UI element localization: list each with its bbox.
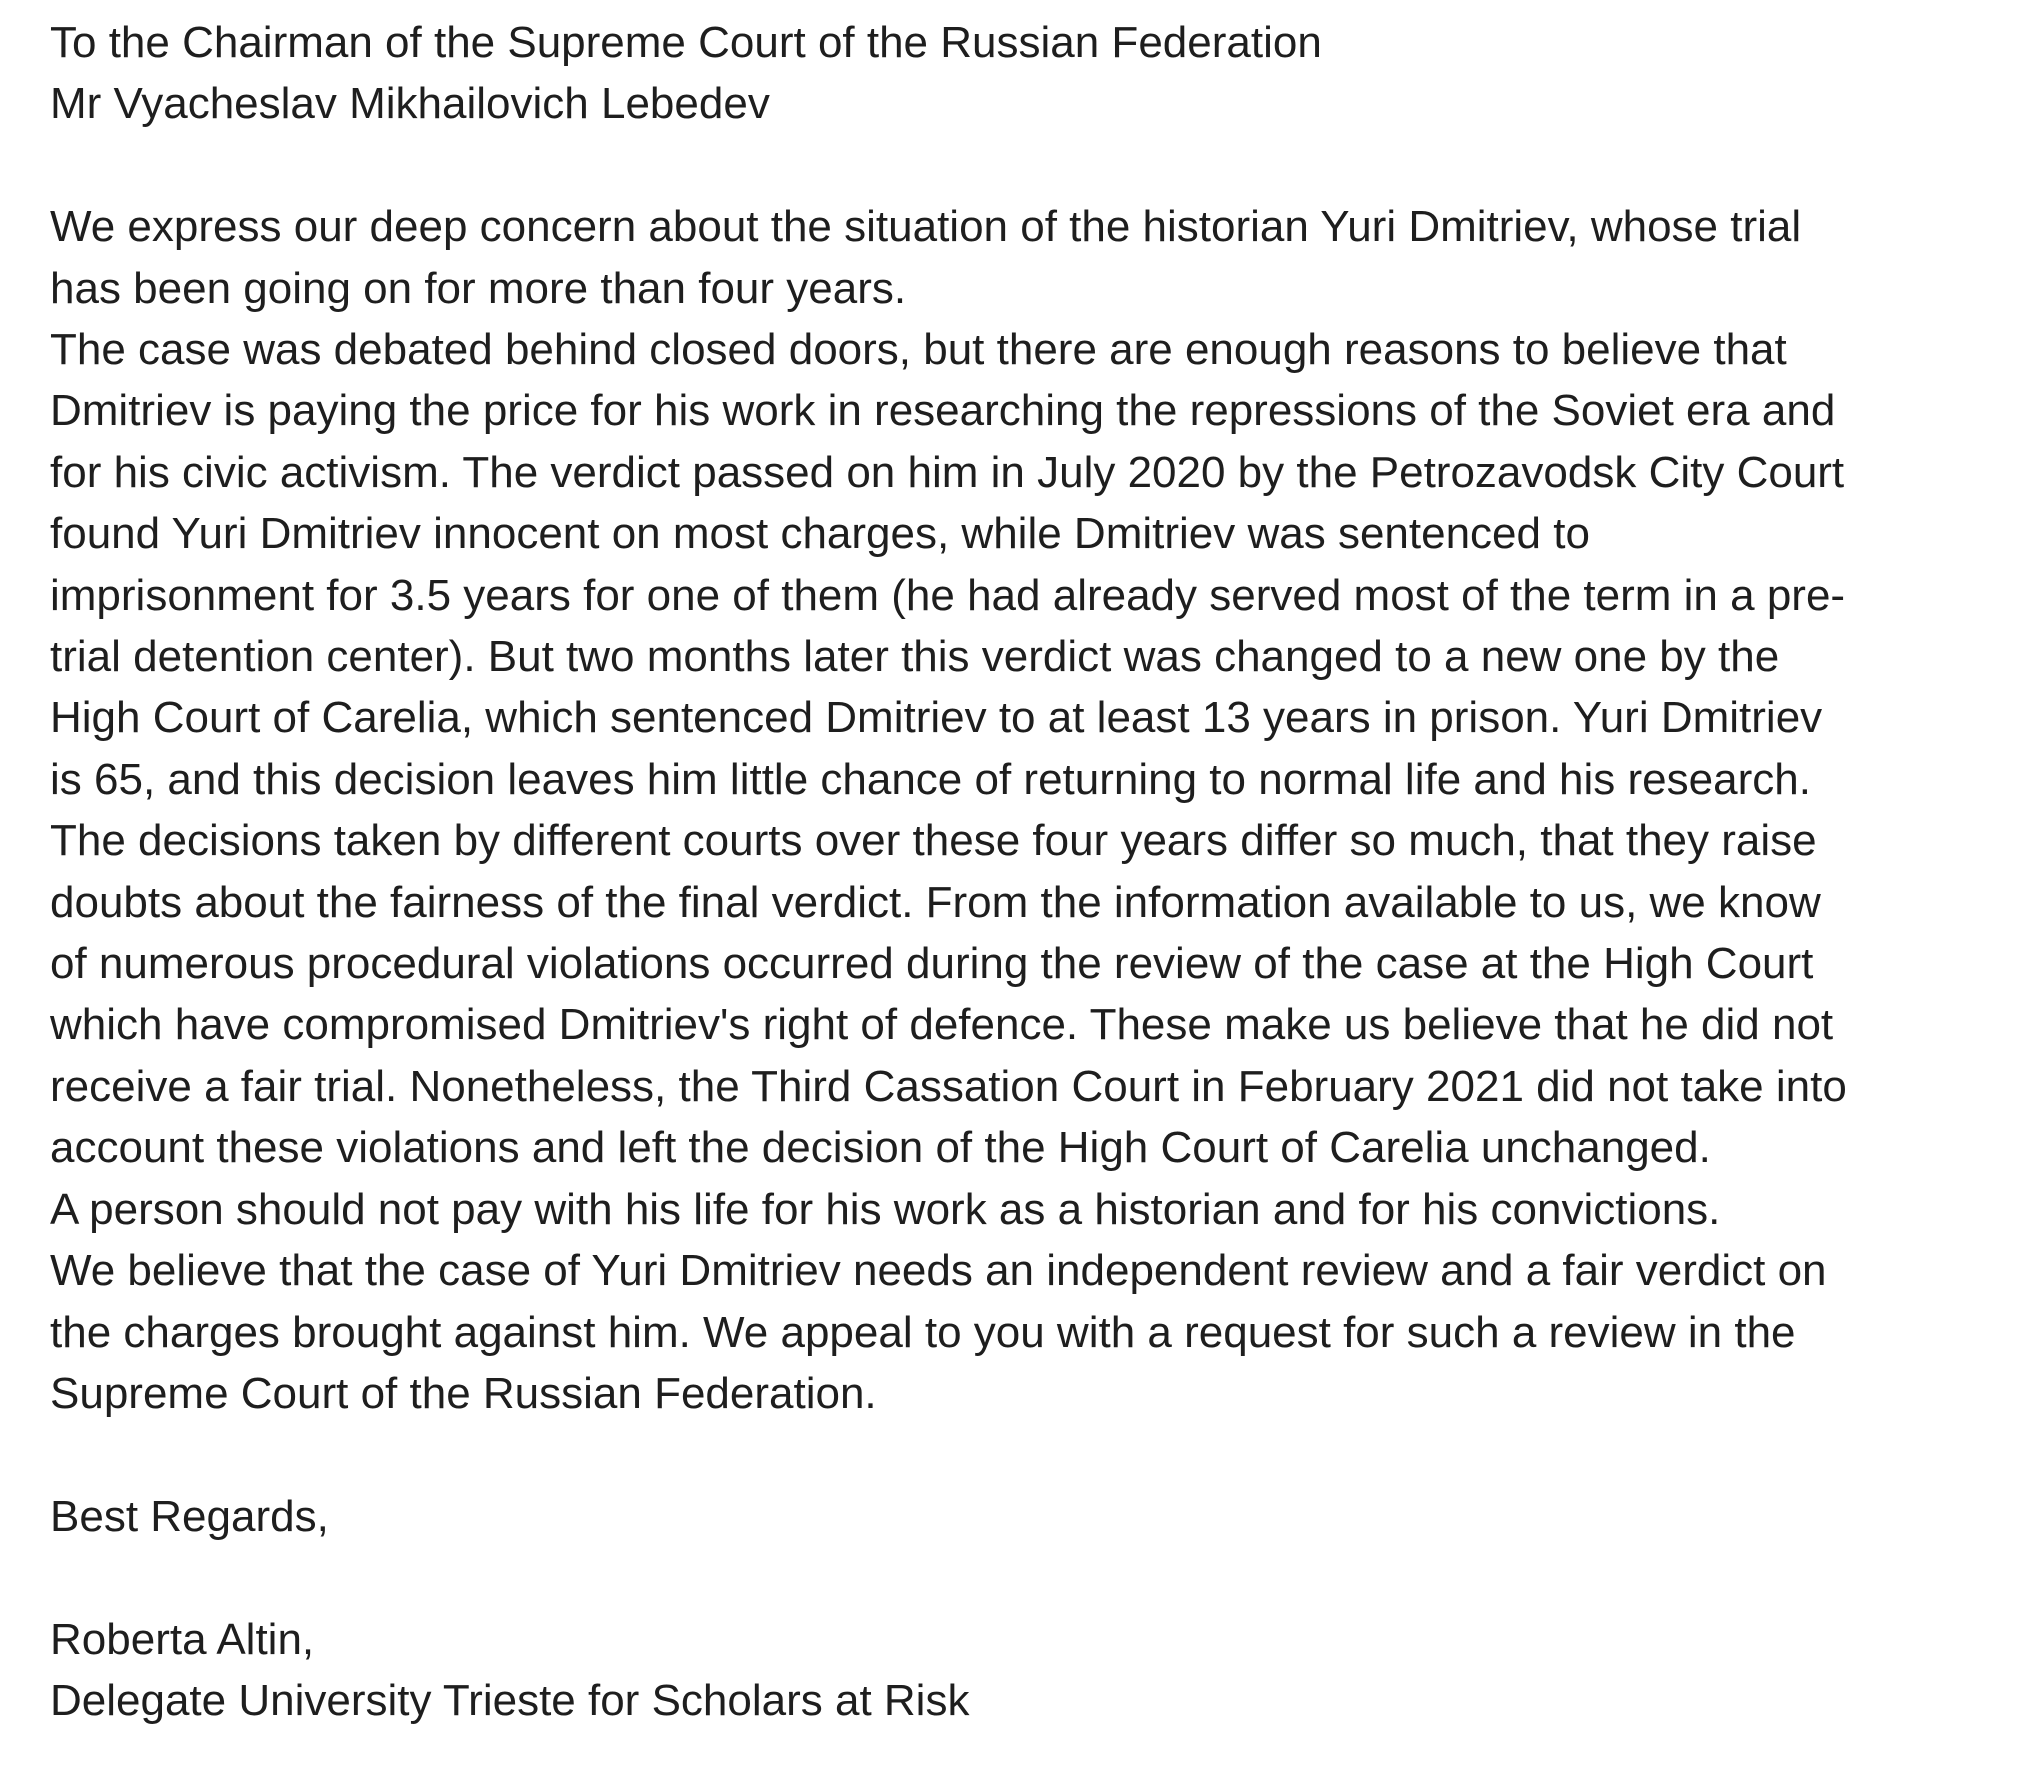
body-line: The case was debated behind closed doors, but there are enough reasons to believe that	[50, 325, 1787, 375]
addressee-block	[50, 12, 2010, 135]
signer-name: Roberta Altin,	[50, 1614, 315, 1664]
body-line: Supreme Court of the Russian Federation.	[50, 1368, 877, 1418]
body-line: is 65, and this decision leaves him little chance of returning to normal life and his research.	[50, 754, 1811, 804]
body-line: receive a fair trial. Nonetheless, the Third Cassation Court in February 2021 did not take into	[50, 1061, 1847, 1111]
letter-body	[50, 196, 2010, 1424]
body-line: We express our deep concern about the situation of the historian Yuri Dmitriev, whose trial	[50, 202, 1802, 252]
body-line: which have compromised Dmitriev's right of defence. These make us believe that he did not	[50, 1000, 1834, 1050]
body-line: of numerous procedural violations occurred during the review of the case at the High Court	[50, 939, 1814, 989]
body-line: Dmitriev is paying the price for his work in researching the repressions of the Soviet era and	[50, 386, 1836, 436]
body-line: We believe that the case of Yuri Dmitriev needs an independent review and a fair verdict on	[50, 1246, 1827, 1296]
blank-line	[50, 135, 2010, 196]
addressee-line: To the Chairman of the Supreme Court of the Russian Federation	[50, 18, 1322, 67]
body-line: has been going on for more than four years.	[50, 263, 907, 313]
body-line: the charges brought against him. We appeal to you with a request for such a review in the	[50, 1307, 1796, 1357]
blank-line	[50, 1424, 2010, 1485]
body-line: imprisonment for 3.5 years for one of them (he had already served most of the term in a pre-	[50, 570, 1846, 620]
body-line: for his civic activism. The verdict passed on him in July 2020 by the Petrozavodsk City Court	[50, 447, 1845, 497]
body-line: trial detention center). But two months later this verdict was changed to a new one by the	[50, 632, 1780, 682]
body-line: doubts about the fairness of the final verdict. From the information available to us, we know	[50, 877, 1821, 927]
body-line: found Yuri Dmitriev innocent on most charges, while Dmitriev was sentenced to	[50, 509, 1590, 559]
body-line: A person should not pay with his life for his work as a historian and for his convictions.	[50, 1184, 1721, 1234]
body-line: High Court of Carelia, which sentenced Dmitriev to at least 13 years in prison. Yuri Dmitriev	[50, 693, 1823, 743]
closing: Best Regards,	[50, 1491, 329, 1541]
signer-title: Delegate University Trieste for Scholars at Risk	[50, 1675, 970, 1725]
letter	[50, 12, 2010, 1731]
signature-block	[50, 1609, 2010, 1732]
blank-line	[50, 1547, 2010, 1608]
body-line: account these violations and left the decision of the High Court of Carelia unchanged.	[50, 1123, 1711, 1173]
addressee-line: Mr Vyacheslav Mikhailovich Lebedev	[50, 79, 770, 129]
body-line: The decisions taken by different courts over these four years differ so much, that they raise	[50, 816, 1817, 866]
